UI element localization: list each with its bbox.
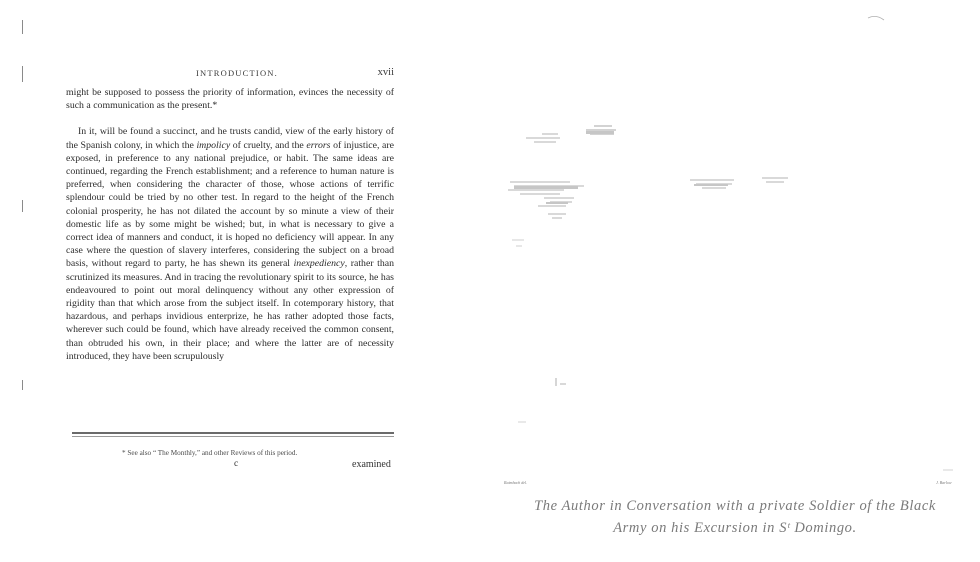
footnote: * See also “ The Monthly,” and other Reviews of this period. <box>122 449 298 457</box>
plate-page <box>490 0 980 562</box>
margin-mark <box>22 380 23 390</box>
text-line: might be supposed to possess the priority of information, evinces the <box>66 87 344 98</box>
signature-mark: c <box>234 459 239 469</box>
margin-mark <box>22 66 23 82</box>
engraver-credit: J. Barlow <box>936 480 952 485</box>
catchword: examined <box>352 459 391 470</box>
margin-mark <box>22 200 23 212</box>
running-title: INTRODUCTION. <box>196 68 278 78</box>
text-run: of cruelty, and the <box>230 139 307 151</box>
plate-caption <box>490 495 980 539</box>
text-run: In it, will be found a succinct, and he trusts candid, view of the early history of the Spanish colony, in which the <box>66 126 394 151</box>
paragraph <box>66 86 394 112</box>
italic-term: impolicy <box>196 139 231 151</box>
caption-line: The Author in Conversation with a private Soldier of the Black <box>534 498 936 514</box>
margin-mark <box>22 20 23 34</box>
running-head <box>66 68 394 82</box>
caption-line: Army on his Excursion in Sᵗ Domingo. <box>613 520 857 536</box>
page-number: xvii <box>377 67 394 78</box>
text-line: necessity of such a communication as the present.* <box>66 87 394 112</box>
artist-credit: Raimbach del. <box>504 480 528 485</box>
body-text <box>66 86 394 363</box>
italic-term: errors <box>306 139 331 151</box>
text-run: , rather than scrutinized its measures. And in tracing the revolutionary spirit to its source, he has endeavoured to point out moral delinquency without any other expression of rigidity than that which arose from the subject itself. In cotemporary history, that hazardous, and perhaps invidious enterprize, he has rather adopted those facts, wherever such could be found, which have already received the common consent, than obtruded his own, in their place; and where the latter are of necessity introduced, they have been scrupulously <box>66 258 394 362</box>
engraving-traces <box>508 16 953 470</box>
footnote-rule-thin <box>72 436 394 437</box>
paragraph <box>66 125 394 363</box>
engraving-illustration <box>490 0 980 562</box>
text-run: of injustice, are exposed, in preference to any national prejudice, or habit. The same ideas are continued, regarding the French establishment; and a reference to human nature is preferred, when considering the character of those, whose actions of terrific splendour could be tried by no other test. In regard to the height of the French colonial prosperity, he has not dilated the account by so minute a view of their domestic life as by some might be wished; but, in what is necessary to give a correct idea of manners and conduct, it is hoped no deficiency will appear. In any case where the question of slavery interferes, considering the subject on a broad basis, without regard to party, he has shewn its general <box>66 139 394 270</box>
italic-term: inexpediency <box>293 258 345 270</box>
footnote-rule <box>72 432 394 434</box>
